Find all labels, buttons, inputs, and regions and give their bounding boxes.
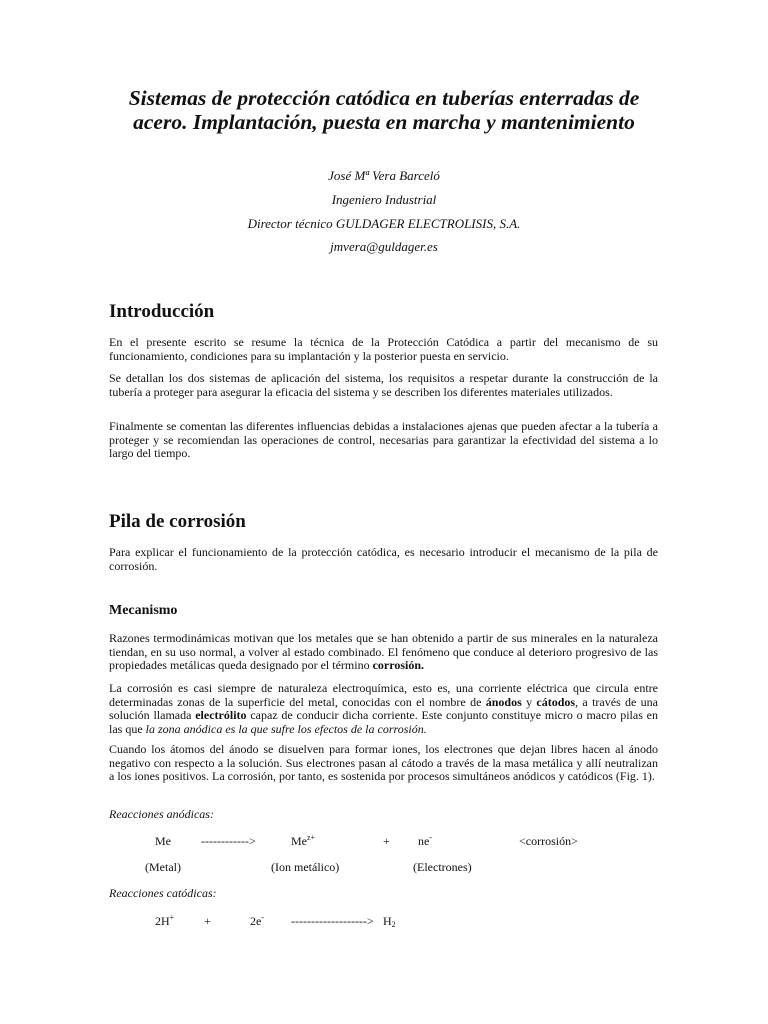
heading-pila-de-corrosion: Pila de corrosión (109, 511, 246, 532)
mecanismo-paragraph-3: Cuando los átomos del ánodo se disuelven para formar iones, los electrones que dejan libres hacen al ánodo negativo con respecto a la solución. Sus electrones pasan al cátodo a través de la masa metálica y allí neutralizan a los iones positivos. La corrosión, por tanto, es sostenida por procesos simultáneos anódicos y catódicos (Fig. 1). (109, 742, 658, 784)
intro-paragraph-1: En el presente escrito se resume la técnica de la Protección Catódica a partir del mecanismo de su funcionamiento, condiciones para su implantación y la posterior puesta en servicio. (109, 335, 658, 363)
cathodic-e-charge: - (261, 913, 264, 922)
term-anodos: ánodos (485, 694, 522, 709)
author-name: José Mª Vera Barceló (328, 168, 440, 183)
mecanismo-paragraph-2 (109, 682, 658, 736)
anodic-arrow: ------------> (201, 834, 256, 848)
intro-paragraph-2: Se detallan los dos sistemas de aplicación del sistema, los requisitos a respetar durante la construcción de la tubería a proteger para asegurar la eficacia del sistema y se describen los diferentes materiales utilizados. (109, 371, 658, 399)
author-email: jmvera@guldager.es (330, 239, 438, 254)
p2-text-a: La corrosión es casi siempre de naturaleza electroquímica, esto es, una corriente eléctrica que circula entre determinadas zonas de la superficie del metal, conocidas con el nombre de (109, 681, 658, 709)
anodic-metal-symbol: Me (155, 834, 171, 848)
anodic-metal-name: (Metal) (145, 860, 181, 874)
anodic-electrons-base: ne (418, 834, 430, 848)
term-electrolito: electrólito (195, 708, 247, 723)
anodic-electrons-name: (Electrones) (413, 860, 472, 874)
p2-italic-h: la zona anódica es la que sufre los efectos de la corrosión. (145, 721, 427, 736)
author-role: Ingeniero Industrial (331, 192, 437, 207)
cathodic-product (383, 914, 396, 928)
heading-introduccion: Introducción (109, 301, 215, 322)
p2-text-g: capaz de conducir dicha corriente. Este conjunto constituye micro o macro pilas en las que (109, 708, 658, 736)
anodic-ion (291, 834, 315, 848)
cathodic-plus: + (204, 914, 211, 928)
term-corrosion: corrosión. (372, 658, 425, 673)
anodic-corrosion-tag: <corrosión> (519, 834, 578, 848)
mecanismo-paragraph-1 (109, 632, 658, 673)
author-position: Director técnico GULDAGER ELECTROLISIS, S.A. (247, 216, 521, 231)
pila-paragraph-1: Para explicar el funcionamiento de la protección catódica, es necesario introducir el mecanismo de la pila de corrosión. (109, 545, 658, 573)
document-title: Sistemas de protección catódica en tuberías enterradas de acero. Implantación, puesta en marcha y mantenimiento (128, 86, 640, 134)
heading-mecanismo: Mecanismo (109, 603, 178, 618)
anodic-electrons-charge: - (429, 833, 432, 842)
mecanismo-p1-text: Razones termodinámicas motivan que los metales que se han obtenido a partir de sus minerales en la naturaleza tiendan, en su uso normal, a volver al estado combinado. El fenómeno que conduce al deterioro progresivo de las propiedades metálicas queda designado por el término (109, 631, 658, 673)
cathodic-product-base: H (383, 914, 392, 928)
cathodic-h-charge: + (169, 913, 175, 922)
p2-text-e: , a través de una solución llamada (109, 694, 659, 723)
term-catodos: cátodos (536, 694, 576, 709)
cathodic-arrow: -------------------> (291, 914, 374, 928)
cathodic-hydrogen-ion (155, 914, 174, 928)
label-reacciones-anodicas: Reacciones anódicas: (109, 807, 214, 821)
anodic-ion-base: Me (291, 834, 307, 848)
anodic-plus: + (383, 834, 390, 848)
anodic-ion-name: (Ion metálico) (271, 860, 340, 874)
p2-text-c: y (521, 694, 537, 709)
label-reacciones-catodicas: Reacciones catódicas: (109, 886, 217, 900)
cathodic-product-subscript: 2 (391, 920, 396, 929)
anodic-ion-charge: z+ (307, 833, 316, 842)
cathodic-e-base: 2e (250, 914, 262, 928)
intro-paragraph-3: Finalmente se comentan las diferentes influencias debidas a instalaciones ajenas que pueden afectar a la tubería a proteger y se recomiendan las operaciones de control, necesarias para garantizar la efectividad del sistema a lo largo del tiempo. (109, 419, 658, 461)
cathodic-electrons (250, 914, 264, 928)
anodic-electrons (418, 834, 432, 848)
cathodic-h-base: 2H (155, 914, 170, 928)
